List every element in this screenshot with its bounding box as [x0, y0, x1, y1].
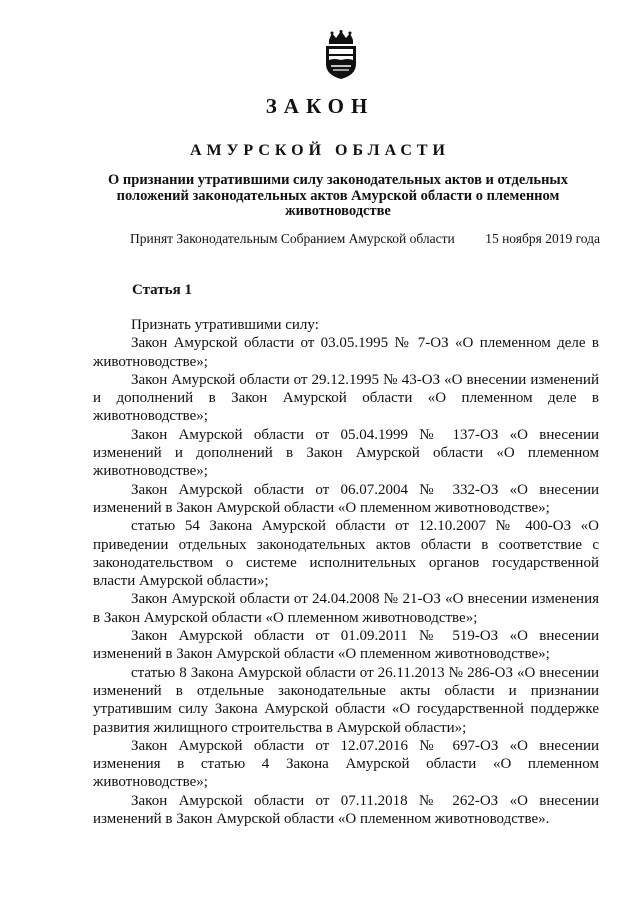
article-body [93, 316, 599, 828]
list-item: Закон Амурской области от 05.04.1999 № 137-ОЗ «О внесении изменений и дополнений в Закон Амурской области «О племенном животноводстве»; [93, 426, 599, 480]
list-item: статью 54 Закона Амурской области от 12.10.2007 № 400-ОЗ «О приведении отдельных законодательных актов области в соответствие с законодательством о системе исполнительных органов государственной власти Амурской области»; [93, 518, 599, 590]
adopted-date: 15 ноября 2019 года [485, 231, 600, 246]
document-type-title: ЗАКОН [265, 94, 375, 118]
region-title: АМУРСКОЙ ОБЛАСТИ [190, 142, 450, 159]
list-item: Закон Амурской области от 12.07.2016 № 697-ОЗ «О внесении изменения в статью 4 Закона Амурской области «О племенном животноводстве»; [93, 737, 599, 791]
list-item: Закон Амурской области от 24.04.2008 № 21-ОЗ «О внесении изменения в Закон Амурской области «О племенном животноводстве»; [93, 591, 599, 626]
adoption-line [130, 231, 600, 247]
list-item: Закон Амурской области от 06.07.2004 № 332-ОЗ «О внесении изменений в Закон Амурской области «О племенном животноводстве»; [93, 481, 599, 516]
list-item: Закон Амурской области от 03.05.1995 № 7-ОЗ «О племенном деле в животноводстве»; [93, 335, 599, 370]
list-item: Закон Амурской области от 01.09.2011 № 519-ОЗ «О внесении изменений в Закон Амурской области «О племенном животноводстве»; [93, 628, 599, 663]
list-item: Закон Амурской области от 29.12.1995 № 43-ОЗ «О внесении изменений и дополнений в Закон Амурской области «О племенном деле в животноводстве»; [93, 371, 599, 425]
list-item: Закон Амурской области от 07.11.2018 № 262-ОЗ «О внесении изменений в Закон Амурской области «О племенном животноводстве». [93, 792, 599, 828]
law-subject: О признании утратившими силу законодательных актов и отдельных положений законодательных актов Амурской области о племенном животноводстве [108, 172, 568, 219]
article-title: Статья 1 [132, 282, 192, 298]
article-intro: Признать утратившими силу: [131, 317, 319, 333]
list-item: статью 8 Закона Амурской области от 26.11.2013 № 286-ОЗ «О внесении изменений в отдельные законодательные акты области и признании утратившим силу Закона Амурской области «О государственной поддержке развития жилищного строительства в Амурской области»; [93, 664, 599, 736]
coat-of-arms-emblem-icon [318, 30, 364, 80]
adopted-by: Принят Законодательным Собранием Амурской области [130, 231, 455, 246]
